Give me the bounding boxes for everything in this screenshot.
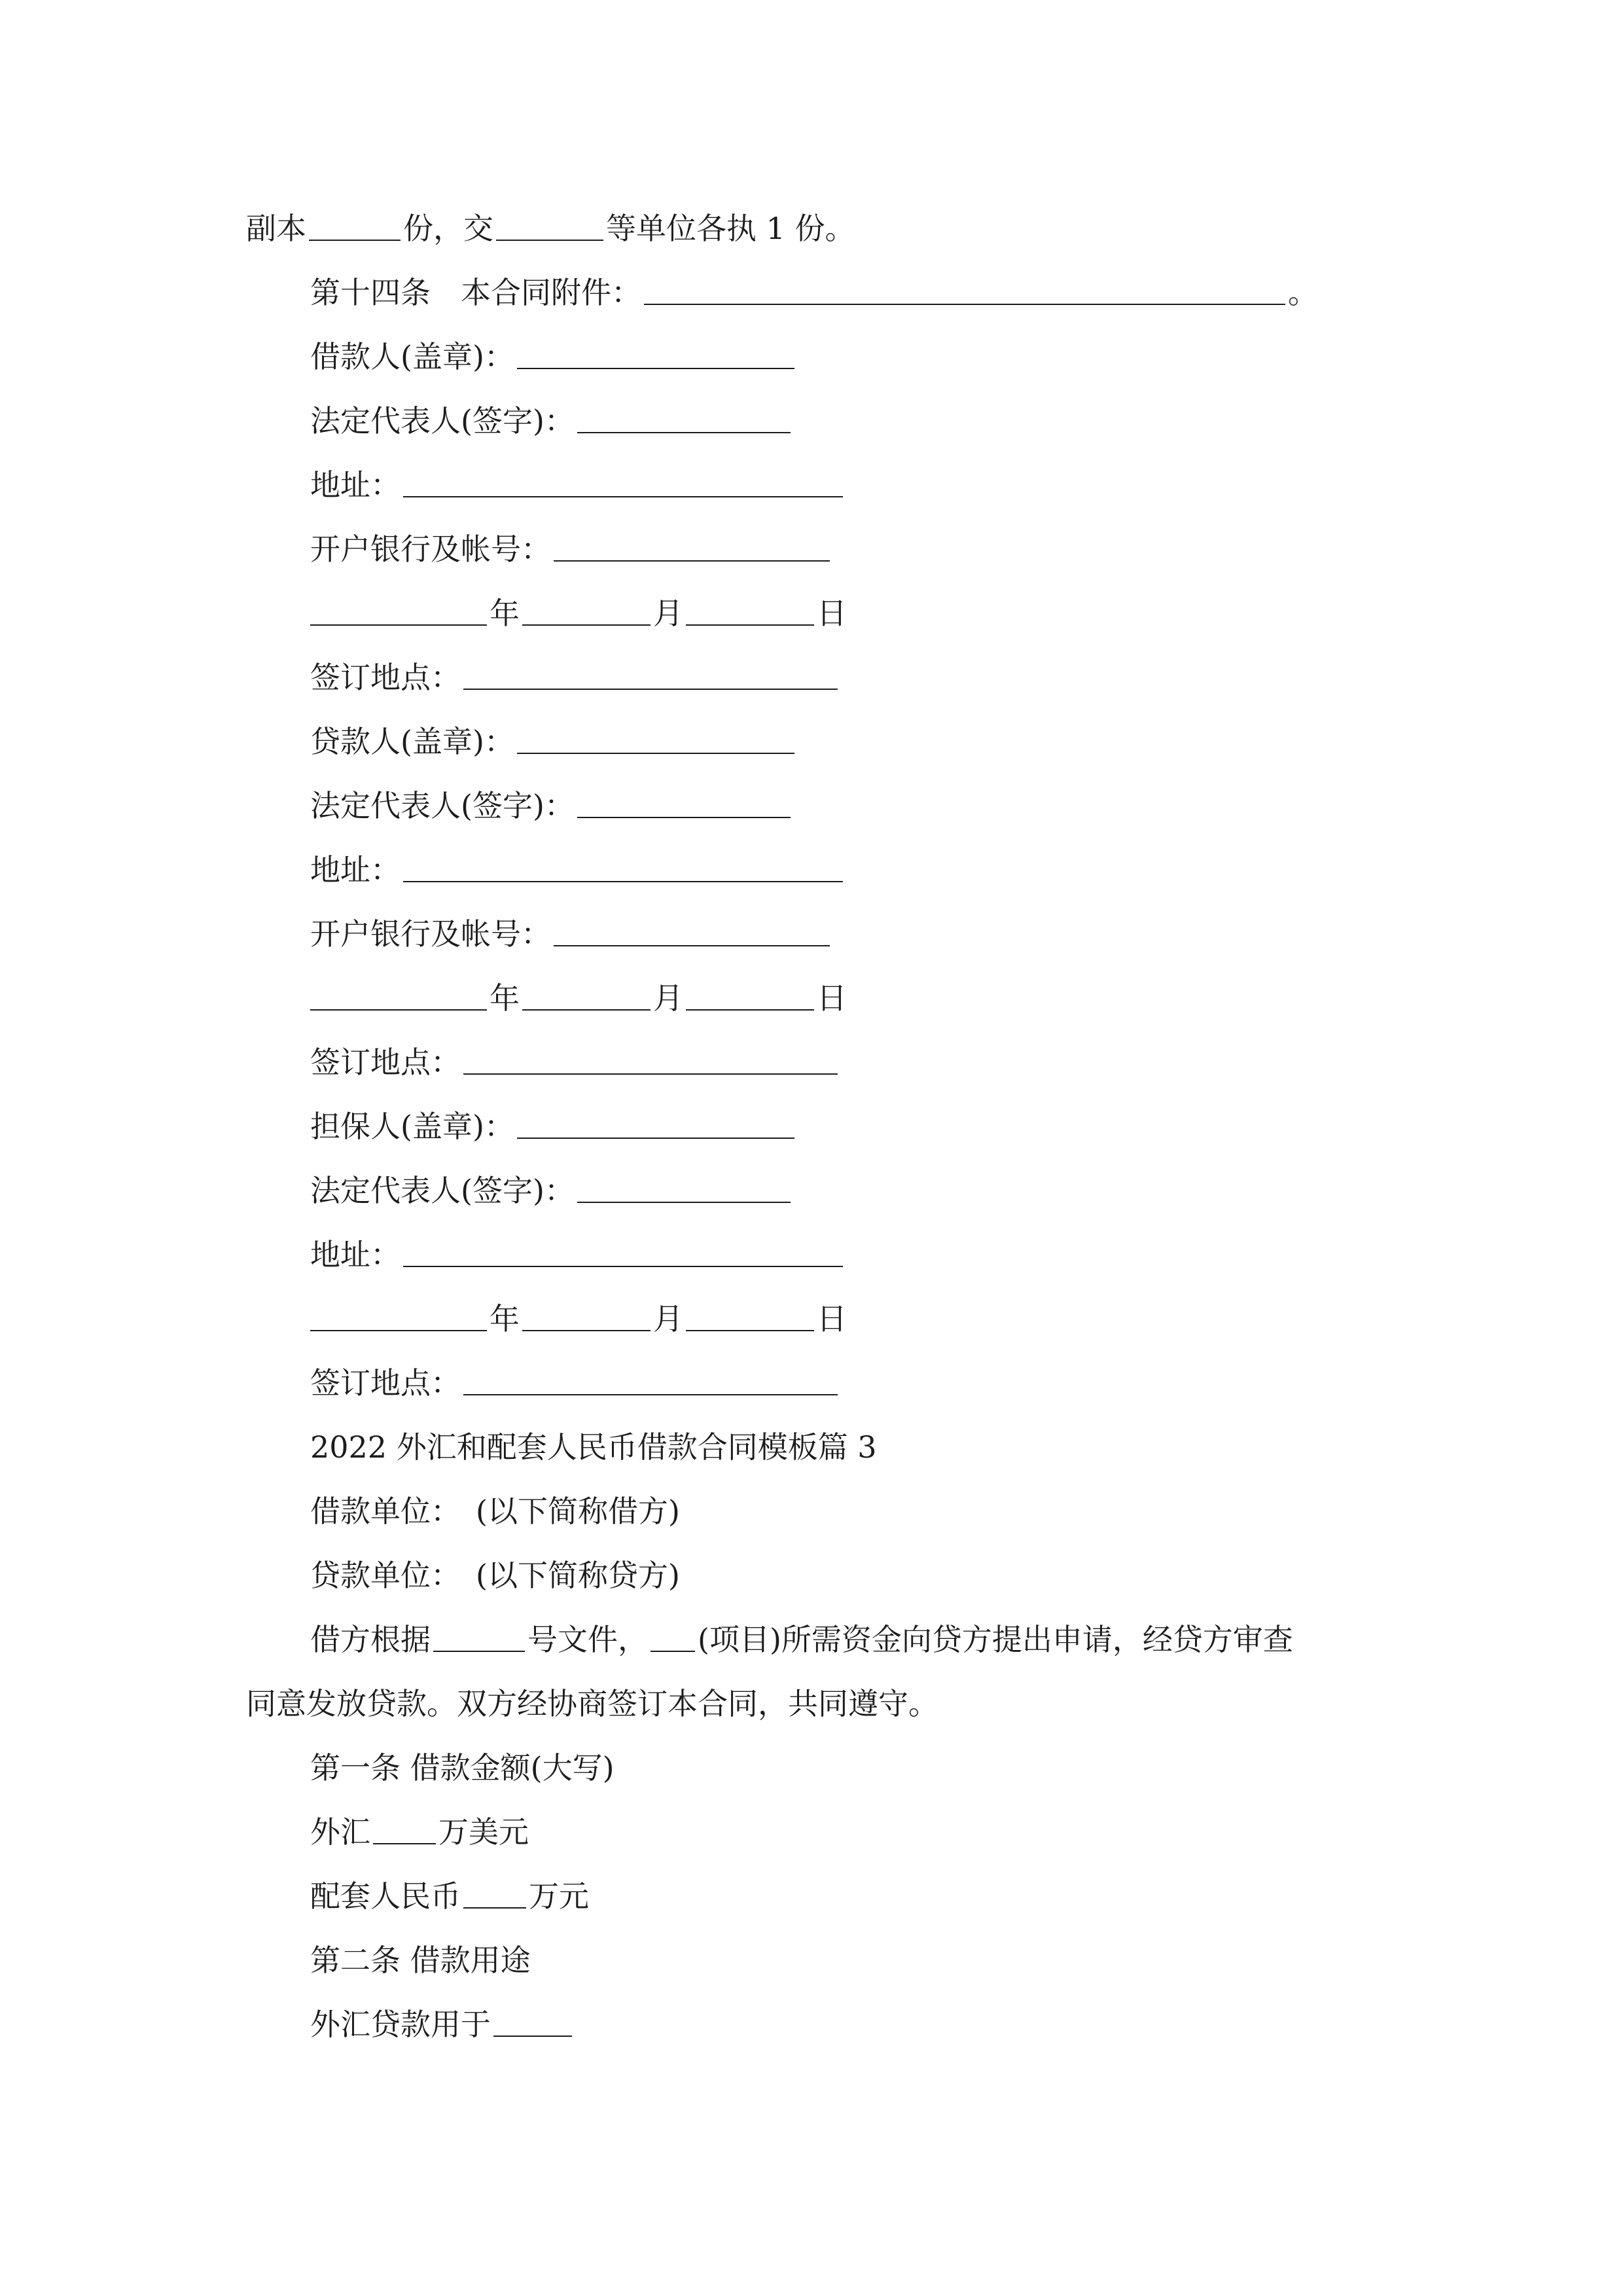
guarantor-seal-blank[interactable] [517,1094,794,1139]
lender-seal-label: 贷款人(盖章)： [310,724,514,759]
lender-year-label: 年 [490,980,520,1016]
copies-count-blank[interactable] [309,196,401,241]
basis-line-1 [310,1607,1293,1672]
basis-text-1: 借方根据 [310,1622,431,1657]
lender-bank-label: 开户银行及帐号： [310,916,551,952]
lender-seal-blank[interactable] [517,709,794,754]
borrower-date-line [310,581,847,645]
attachment-blank[interactable] [644,260,1285,305]
forex-amount-line [310,1800,529,1864]
borrower-seal-label: 借款人(盖章)： [310,339,514,374]
lender-place-label: 签订地点： [310,1045,461,1080]
borrower-month-label: 月 [653,596,683,631]
borrower-bank-blank[interactable] [554,517,830,562]
guarantor-address-blank[interactable] [403,1223,843,1267]
borrower-place-blank[interactable] [463,645,838,690]
guarantor-seal-label: 担保人(盖章)： [310,1109,514,1144]
basis-line-2: 同意发放贷款。双方经协商签订本合同，共同遵守。 [246,1686,938,1721]
lender-month-label: 月 [653,980,683,1016]
basis-text-2: 号文件， [527,1622,648,1657]
section-heading: 2022 外汇和配套人民币借款合同模板篇 3 [310,1429,877,1465]
guarantor-year-blank[interactable] [310,1287,487,1331]
borrower-place-line [310,645,840,709]
forex-amount-blank[interactable] [373,1800,436,1844]
article-14-end: 。 [1288,275,1318,310]
basis-text-3: (项目)所需资金向贷方提出申请，经贷方审查 [698,1622,1293,1657]
lender-date-line [310,966,847,1030]
lender-legal-label: 法定代表人(签字)： [310,788,575,823]
guarantor-month-label: 月 [653,1301,683,1336]
borrow-unit-line: 借款单位： (以下简称借方) [310,1494,680,1529]
lender-year-blank[interactable] [310,966,487,1011]
lender-legal-blank[interactable] [577,774,791,818]
guarantor-legal-line [310,1158,793,1223]
guarantor-place-line [310,1351,840,1415]
guarantor-day-blank[interactable] [686,1287,814,1331]
forex-use-blank[interactable] [493,1992,572,2037]
borrower-bank-label: 开户银行及帐号： [310,531,551,567]
lend-unit-line: 贷款单位： (以下简称贷方) [310,1558,680,1593]
forex-use-line [310,1992,575,2056]
copies-text-2: 份，交 [403,211,493,246]
rmb-amount-line [310,1864,589,1928]
copies-line [246,196,855,260]
guarantor-year-label: 年 [490,1301,520,1336]
article-14-line [310,260,1318,325]
lender-bank-line [310,902,832,966]
guarantor-day-label: 日 [817,1301,847,1336]
borrower-address-line [310,453,846,517]
copies-unit-blank[interactable] [496,196,603,241]
borrower-legal-label: 法定代表人(签字)： [310,403,575,439]
guarantor-legal-label: 法定代表人(签字)： [310,1173,575,1208]
borrower-year-blank[interactable] [310,581,487,626]
article-2-title: 第二条 借款用途 [310,1943,531,1978]
borrower-day-label: 日 [817,596,847,631]
guarantor-address-line [310,1223,846,1287]
borrower-bank-line [310,517,832,581]
borrower-month-blank[interactable] [522,581,651,626]
lender-day-blank[interactable] [686,966,814,1011]
rmb-amount-blank[interactable] [463,1864,526,1909]
guarantor-month-blank[interactable] [522,1287,651,1331]
borrower-seal-blank[interactable] [517,325,794,369]
guarantor-legal-blank[interactable] [577,1158,791,1203]
lender-address-blank[interactable] [403,838,843,882]
guarantor-date-line [310,1287,847,1351]
forex-unit: 万美元 [438,1814,529,1850]
borrower-place-label: 签订地点： [310,660,461,695]
lender-legal-line [310,774,793,838]
rmb-unit: 万元 [529,1878,589,1914]
project-blank[interactable] [651,1607,695,1652]
lender-month-blank[interactable] [522,966,651,1011]
borrower-address-label: 地址： [310,467,401,503]
borrower-address-blank[interactable] [403,453,843,497]
borrower-legal-blank[interactable] [577,389,791,433]
document-number-blank[interactable] [433,1607,525,1652]
guarantor-address-label: 地址： [310,1237,401,1272]
lender-address-label: 地址： [310,852,401,888]
lender-place-blank[interactable] [463,1030,838,1075]
forex-label: 外汇 [310,1814,370,1850]
guarantor-seal-line [310,1094,797,1158]
article-1-title: 第一条 借款金额(大写) [310,1750,615,1785]
borrower-legal-line [310,389,793,453]
guarantor-place-blank[interactable] [463,1351,838,1395]
rmb-label: 配套人民币 [310,1878,461,1914]
borrower-day-blank[interactable] [686,581,814,626]
borrower-seal-line [310,325,797,389]
lender-address-line [310,838,846,902]
article-14-label: 第十四条 本合同附件： [310,275,641,310]
copies-text-3: 等单位各执 1 份。 [606,211,855,246]
forex-use-label: 外汇贷款用于 [310,2007,491,2042]
borrower-year-label: 年 [490,596,520,631]
lender-bank-blank[interactable] [554,902,830,946]
lender-day-label: 日 [817,980,847,1016]
lender-seal-line [310,709,797,774]
guarantor-place-label: 签订地点： [310,1365,461,1401]
copies-text-1: 副本 [246,211,306,246]
lender-place-line [310,1030,840,1094]
